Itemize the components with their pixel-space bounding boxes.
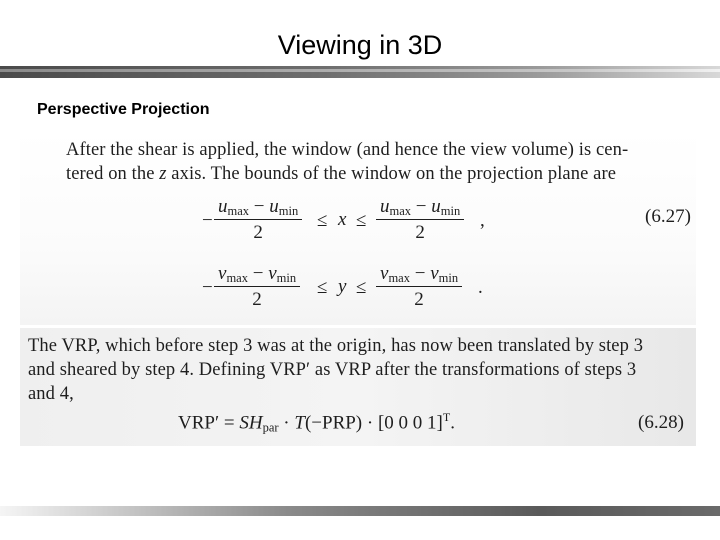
fraction-left: $u_{max} - u_{min}$ 2	[214, 196, 302, 246]
variable-x: x	[338, 209, 347, 230]
fraction-left: $v_{max} - v_{min}$ 2	[214, 263, 300, 313]
leq-sign: ≤	[317, 277, 328, 298]
leq-sign: ≤	[317, 210, 328, 231]
paragraph-line: tered on the z axis. The bounds of the window on the projection plane are	[66, 164, 617, 184]
scanned-excerpt-vrp	[20, 328, 696, 446]
comma: ,	[480, 210, 485, 231]
footer-divider	[0, 506, 720, 516]
slide-title: Viewing in 3D	[277, 30, 443, 60]
equation-y-bounds	[20, 263, 696, 323]
leq-sign: ≤	[356, 277, 367, 298]
paragraph-line: The VRP, which before step 3 was at the origin, has now been translated by step 3	[28, 336, 644, 356]
minus-sign: −	[202, 210, 213, 231]
slide-subtitle: Perspective Projection	[37, 101, 210, 118]
variable-y: y	[338, 276, 347, 297]
period: .	[478, 277, 483, 298]
paragraph-line: After the shear is applied, the window (and hence the view volume) is cen-	[66, 140, 629, 160]
paragraph-shear	[66, 138, 696, 186]
paragraph-line: and sheared by step 4. Defining VRP′ as VRP after the transformations of steps 3	[28, 360, 637, 380]
fraction-right: $u_{max} - u_{min}$ 2	[376, 196, 464, 246]
leq-sign: ≤	[356, 210, 367, 231]
equation-x-bounds	[20, 196, 696, 256]
equation-number: (6.28)	[638, 412, 684, 433]
minus-sign: −	[202, 277, 213, 298]
scanned-excerpt-window-bounds	[20, 130, 696, 325]
paragraph-vrp	[28, 334, 692, 406]
paragraph-line: and 4,	[28, 384, 74, 404]
title-divider	[0, 66, 720, 78]
fraction-right: $v_{max} - v_{min}$ 2	[376, 263, 462, 313]
equation-vrp-prime: $VRP' = SH_{par} \cdot T(-PRP) \cdot [0$ 0 0 1]$^T$.	[178, 410, 455, 435]
equation-number: (6.27)	[645, 206, 691, 227]
